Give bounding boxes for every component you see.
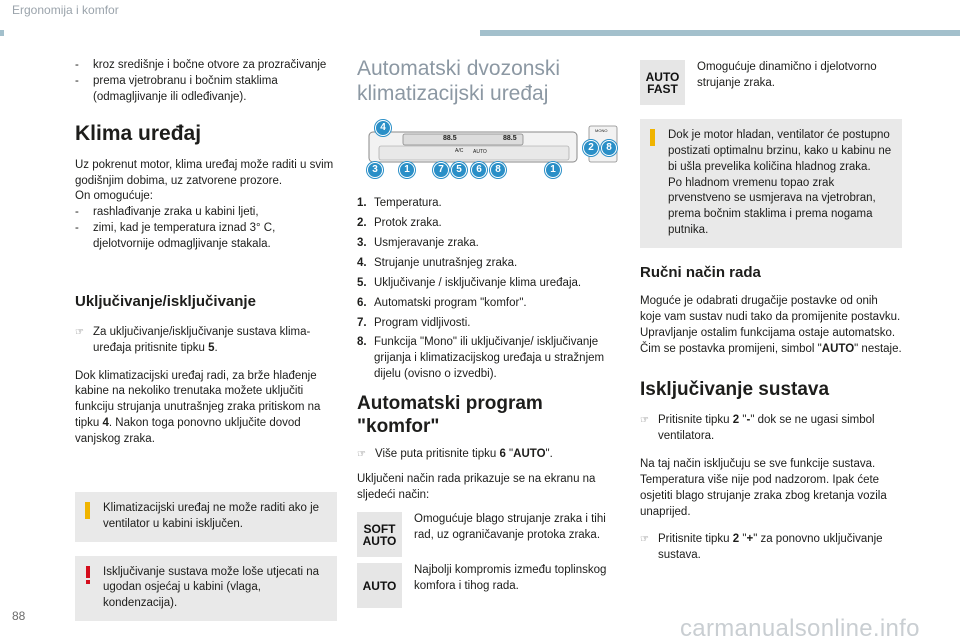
list-item: - zimi, kad je temperatura iznad 3° C, djelotvornije odmagljivanje stakala. <box>75 222 276 251</box>
list-item: 1. Temperatura. <box>357 197 442 210</box>
auto-label: AUTO <box>473 149 487 156</box>
list-item: - prema vjetrobranu i bočnim staklima (odmagljivanje ili odleđivanje). <box>75 74 278 103</box>
callout-3: 3 <box>367 162 383 178</box>
heading-climate: Klima uređaj <box>75 121 202 145</box>
callout-8: 8 <box>601 140 617 156</box>
instruction-bullet: ☞ Više puta pritisnite tipku 6 "AUTO". <box>357 447 619 463</box>
list-item: 2. Protok zraka. <box>357 217 442 230</box>
pointing-hand-icon: ☞ <box>75 326 84 338</box>
callout-1: 1 <box>399 162 415 178</box>
callout-6: 6 <box>471 162 487 178</box>
info-icon <box>650 129 655 146</box>
warning-box: Isključivanje sustava može loše utjecati na ugodan osjećaj u kabini (vlaga, kondenzacija). <box>75 556 337 622</box>
comfort-paragraph: Uključeni način rada prikazuje se na ekranu na sljedeći način: <box>357 473 596 502</box>
manual-paragraph: Moguće je odabrati drugačije postavke od onih koje vam sustav nudi tako da promijenite postavku. Upravljanje ostalim funkcijama ostaje automatsko. Čim se postavka promijeni, simbol "AUTO" nestaje. <box>640 295 902 355</box>
callout-5: 5 <box>451 162 467 178</box>
mode-auto-fast: AUTO FAST Omogućuje dinamično i djelotvorno strujanje zraka. <box>640 60 902 105</box>
header-accent-bar <box>0 30 4 36</box>
heading-off: Isključivanje sustava <box>640 379 830 401</box>
section-title: Ergonomija i komfor <box>12 3 119 17</box>
auto-badge: AUTO <box>357 563 402 608</box>
list-item: - kroz središnje i bočne otvore za prozračivanje <box>75 59 327 71</box>
list-item: - rashlađivanje zraka u kabini ljeti, <box>75 206 259 219</box>
mono-label: MONO <box>595 128 608 134</box>
pointing-hand-icon: ☞ <box>357 448 366 460</box>
instruction-bullet: ☞ Za uključivanje/isključivanje sustava klima-uređaja pritisnite tipku 5. <box>75 325 337 357</box>
auto-fast-badge: AUTO FAST <box>640 60 685 105</box>
info-box: Dok je motor hladan, ventilator će postupno postizati optimalnu brzinu, kako u kabinu ne bi ušla prevelika količina hladnog zraka. Po hladnom vremenu topao zrak prvenstveno se usmjerava na vjetrobran, prema bočnim staklima i prema nogama putnika. <box>640 119 902 248</box>
heading-comfort: Automatski program "komfor" <box>357 392 543 437</box>
header-accent-bar <box>480 30 960 36</box>
callout-4: 4 <box>375 120 391 136</box>
heading-onoff: Uključivanje/isključivanje <box>75 292 256 310</box>
column-left <box>75 58 337 621</box>
pointing-hand-icon: ☞ <box>640 534 649 546</box>
soft-auto-badge: SOFT AUTO <box>357 512 402 557</box>
callout-7: 7 <box>433 162 449 178</box>
callout-2: 2 <box>583 140 599 156</box>
list-item: 8. Funkcija "Mono" ili uključivanje/ isključivanje grijanja i klimatizacijskog uređaja u stražnjem dijelu (ovisno o izvedbi). <box>357 336 605 381</box>
info-icon <box>85 502 90 519</box>
page-number: 88 <box>12 609 26 623</box>
heading-manual: Ručni način rada <box>640 264 761 282</box>
display-left: 88.5 <box>443 135 457 143</box>
onoff-paragraph: Dok klimatizacijski uređaj radi, za brže hlađenje kabine na nekoliko trenutaka možete uključiti funkciju strujanja unutrašnjeg zraka pritiskom na tipku 4. Nakon toga ponovno uključite dovod vanjskog zraka. <box>75 369 321 446</box>
exclamation-icon <box>85 566 90 583</box>
instruction-bullet: ☞ Pritisnite tipku 2 "-" dok se ne ugasi simbol ventilatora. <box>640 413 902 445</box>
list-item: 5. Uključivanje / isključivanje klima uređaja. <box>357 276 582 289</box>
info-box: Klimatizacijski uređaj ne može raditi ako je ventilator u kabini isključen. <box>75 492 337 542</box>
instruction-bullet: ☞ Pritisnite tipku 2 "+" za ponovno uključivanje sustava. <box>640 532 902 564</box>
pointing-hand-icon: ☞ <box>640 415 649 427</box>
list-item: 6. Automatski program "komfor". <box>357 296 527 309</box>
display-right: 88.5 <box>503 135 517 143</box>
climate-text: Uz pokrenut motor, klima uređaj može raditi u svim godišnjim dobima, uz zatvorene prozore. On omogućuje: - rashlađivanje zraka u kabini ljeti, - zimi, kad je temperatura iznad 3° C, djelotvornije odmagljivanje stakala. <box>75 158 337 253</box>
control-panel-diagram <box>357 118 619 180</box>
column-right <box>640 60 902 564</box>
ac-label: A/C <box>455 148 464 155</box>
callout-1: 1 <box>545 162 561 178</box>
callout-8: 8 <box>490 162 506 178</box>
list-item: 7. Program vidljivosti. <box>357 316 471 329</box>
column-middle <box>357 56 619 608</box>
list-item: 3. Usmjeravanje zraka. <box>357 237 479 250</box>
list-item: 4. Strujanje unutrašnjeg zraka. <box>357 256 518 269</box>
watermark: carmanualsonline.info <box>680 615 920 640</box>
control-list <box>357 196 619 383</box>
heading-auto-climate: Automatski dvozonski klimatizacijski uređaj <box>357 57 561 106</box>
mode-auto: AUTO Najbolji kompromis između toplinskog komfora i tihog rada. <box>357 563 619 608</box>
mode-soft-auto: SOFT AUTO Omogućuje blago strujanje zraka i tihi rad, uz ograničavanje protoka zraka. <box>357 512 619 557</box>
off-paragraph: Na taj način isključuju se sve funkcije sustava. Temperatura više nije pod nadzorom. Ipak ćete osjetiti blago strujanje zraka zbog kretanja vozila unaprijed. <box>640 458 887 518</box>
